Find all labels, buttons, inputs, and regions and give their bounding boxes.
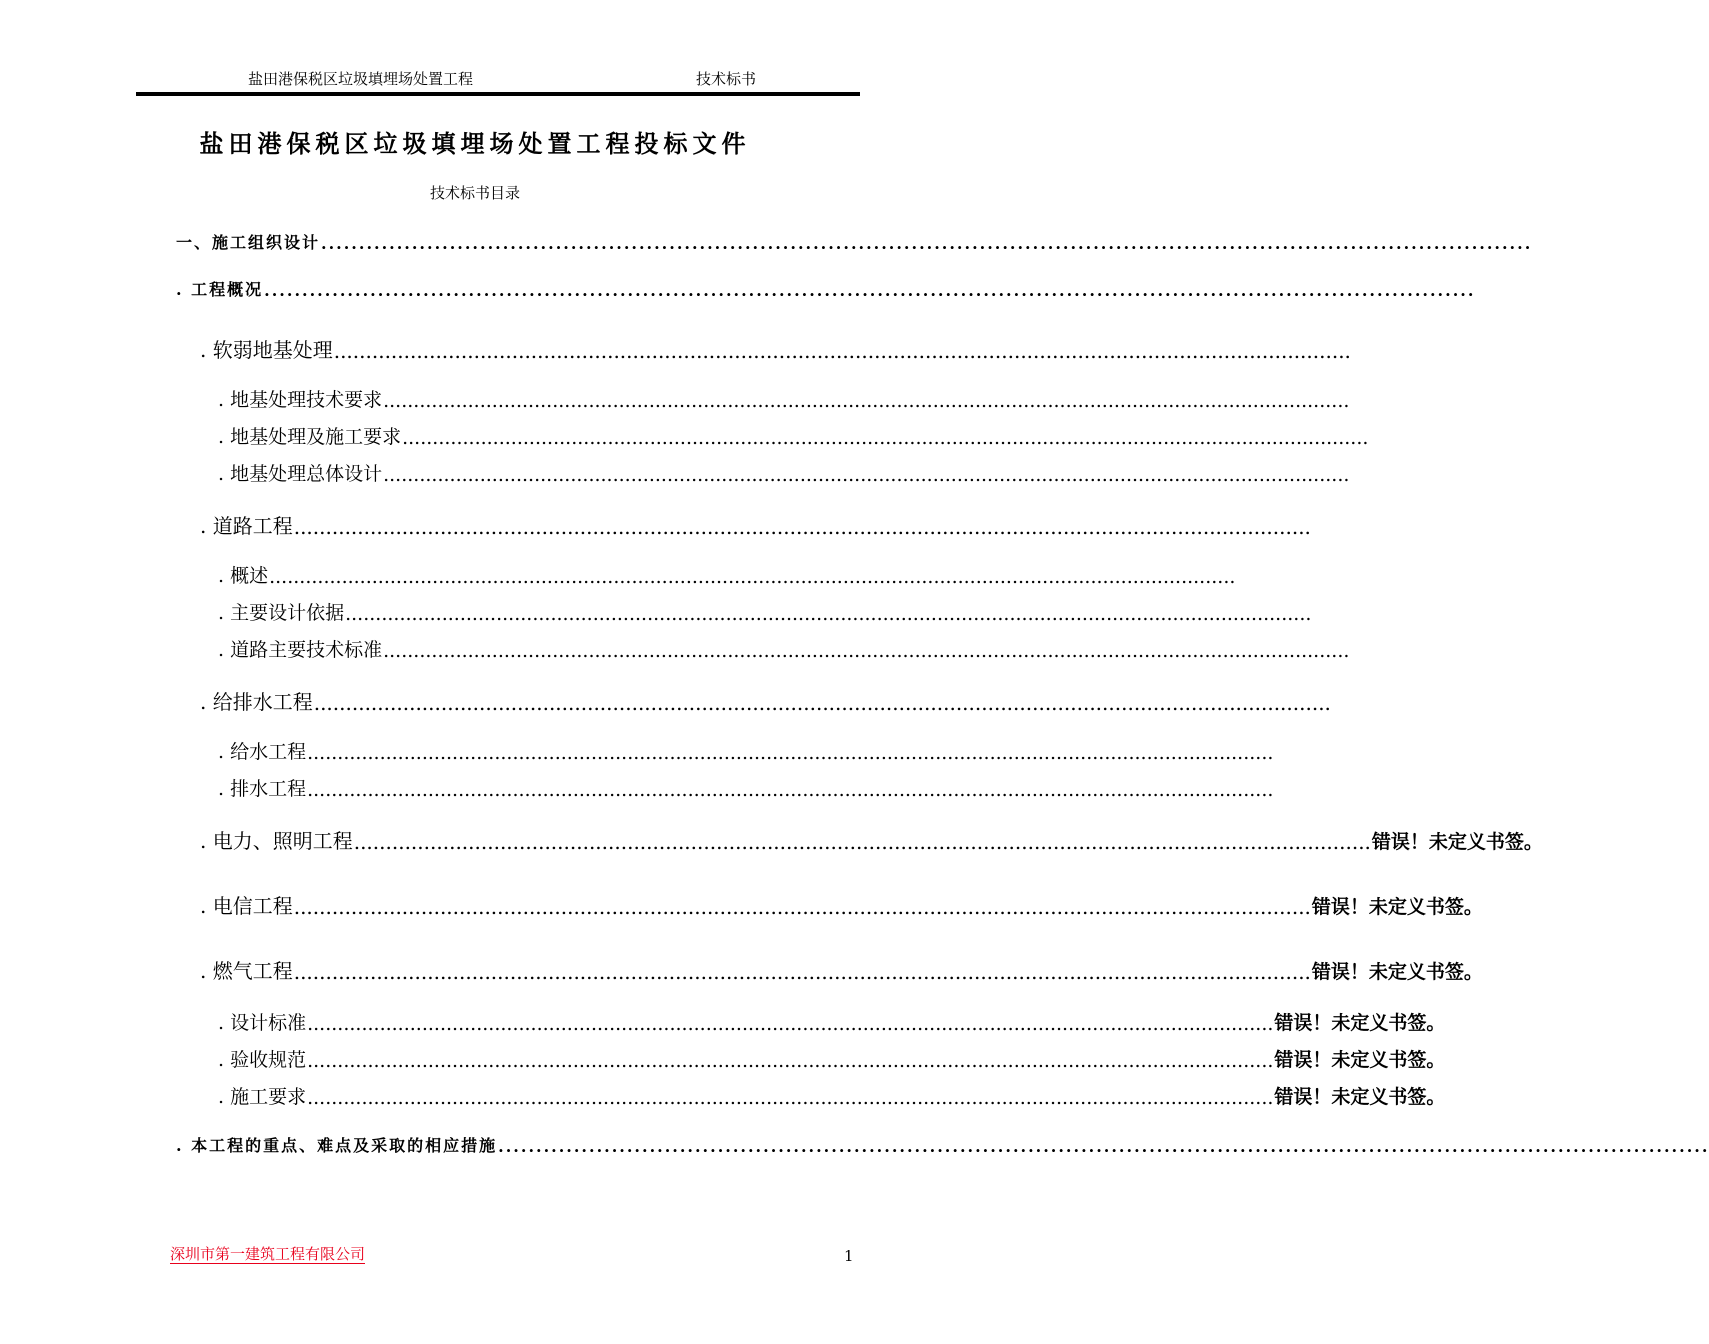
toc-entry[interactable] <box>200 955 1483 984</box>
toc-entry-label: . 地基处理总体设计 <box>218 463 383 485</box>
document-title: 盐田港保税区垃圾填埋场处置工程投标文件 <box>199 129 751 158</box>
toc-heading: 技术标书目录 <box>429 184 520 202</box>
toc-entry-page: 错误！未定义书签。 <box>1311 961 1483 983</box>
toc-leader: ................................................................................................................................................................ <box>321 234 1533 253</box>
toc-leader: ................................................................................................................................................................ <box>383 464 1350 486</box>
toc-entry[interactable] <box>200 510 1311 539</box>
toc-leader: ................................................................................................................................................................ <box>307 742 1274 764</box>
toc-entry-label: . 地基处理技术要求 <box>218 389 383 411</box>
toc-entry[interactable] <box>176 1133 1709 1156</box>
toc-entry-label: 一、施工组织设计 <box>176 233 321 252</box>
toc-entry[interactable] <box>218 422 1369 449</box>
toc-leader: ................................................................................................................................................................ <box>383 390 1350 412</box>
toc-leader: ................................................................................................................................................................ <box>383 640 1350 662</box>
toc-entry-label: . 给水工程 <box>218 741 307 763</box>
toc-leader: ................................................................................................................................................................ <box>313 691 1331 715</box>
header-rule <box>136 92 860 96</box>
toc-entry-label: . 电力、照明工程 <box>200 829 353 853</box>
toc-entry-label: . 本工程的重点、难点及采取的相应措施 <box>176 1136 498 1155</box>
toc-entry-label: . 施工要求 <box>218 1086 307 1108</box>
toc-entry[interactable] <box>200 334 1351 363</box>
toc-entry-label: . 验收规范 <box>218 1049 307 1071</box>
toc-entry[interactable] <box>176 230 1533 253</box>
toc-entry[interactable] <box>218 385 1350 412</box>
toc-entry[interactable] <box>218 1045 1446 1072</box>
toc-entry-label: . 燃气工程 <box>200 959 293 983</box>
toc-entry-page: 错误！未定义书签。 <box>1274 1049 1446 1071</box>
toc-entry-page: 错误！未定义书签。 <box>1274 1086 1446 1108</box>
toc-entry[interactable] <box>218 459 1350 486</box>
toc-entry-label: . 软弱地基处理 <box>200 338 333 362</box>
header-project-name: 盐田港保税区垃圾填埋场处置工程 <box>248 70 474 88</box>
toc-entry[interactable] <box>218 635 1350 662</box>
toc-entry-page: 错误！未定义书签。 <box>1371 831 1543 853</box>
toc-entry[interactable] <box>218 561 1236 588</box>
toc-entry[interactable] <box>218 1008 1446 1035</box>
toc-leader: ................................................................................................................................................................ <box>307 1087 1274 1109</box>
toc-entry-label: . 道路工程 <box>200 514 293 538</box>
toc-leader: ................................................................................................................................................................ <box>293 515 1311 539</box>
toc-entry-label: . 主要设计依据 <box>218 602 345 624</box>
toc-leader: ................................................................................................................................................................ <box>293 895 1311 919</box>
toc-leader: ................................................................................................................................................................ <box>307 1013 1274 1035</box>
toc-leader: ................................................................................................................................................................ <box>353 830 1371 854</box>
toc-entry[interactable] <box>200 890 1483 919</box>
toc-entry-label: . 给排水工程 <box>200 690 313 714</box>
toc-leader: ................................................................................................................................................................ <box>498 1137 1709 1156</box>
toc-entry-label: . 工程概况 <box>176 280 264 299</box>
toc-leader: ................................................................................................................................................................ <box>264 281 1476 300</box>
toc-leader: ................................................................................................................................................................ <box>402 427 1369 449</box>
toc-entry[interactable] <box>218 737 1274 764</box>
toc-entry-label: . 设计标准 <box>218 1012 307 1034</box>
toc-leader: ................................................................................................................................................................ <box>269 566 1236 588</box>
toc-leader: ................................................................................................................................................................ <box>307 779 1274 801</box>
toc-entry[interactable] <box>200 686 1331 715</box>
toc-leader: ................................................................................................................................................................ <box>333 339 1351 363</box>
toc-leader: ................................................................................................................................................................ <box>345 603 1312 625</box>
toc-leader: ................................................................................................................................................................ <box>307 1050 1274 1072</box>
toc-entry[interactable] <box>218 1082 1446 1109</box>
footer-company: 深圳市第一建筑工程有限公司 <box>170 1245 366 1263</box>
page-header <box>136 68 860 90</box>
toc-entry-page: 错误！未定义书签。 <box>1311 896 1483 918</box>
toc-entry-label: . 地基处理及施工要求 <box>218 426 402 448</box>
toc-entry-label: . 排水工程 <box>218 778 307 800</box>
header-doc-type: 技术标书 <box>695 70 756 88</box>
toc-entry[interactable] <box>218 598 1312 625</box>
footer-page-number: 1 <box>844 1247 854 1265</box>
toc-entry[interactable] <box>200 825 1543 854</box>
toc-entry-label: . 概述 <box>218 565 269 587</box>
toc-entry-label: . 电信工程 <box>200 894 293 918</box>
toc-entry-page: 错误！未定义书签。 <box>1274 1012 1446 1034</box>
toc-entry-label: . 道路主要技术标准 <box>218 639 383 661</box>
toc-entry[interactable] <box>176 277 1476 300</box>
toc-leader: ................................................................................................................................................................ <box>293 960 1311 984</box>
toc-entry[interactable] <box>218 774 1274 801</box>
